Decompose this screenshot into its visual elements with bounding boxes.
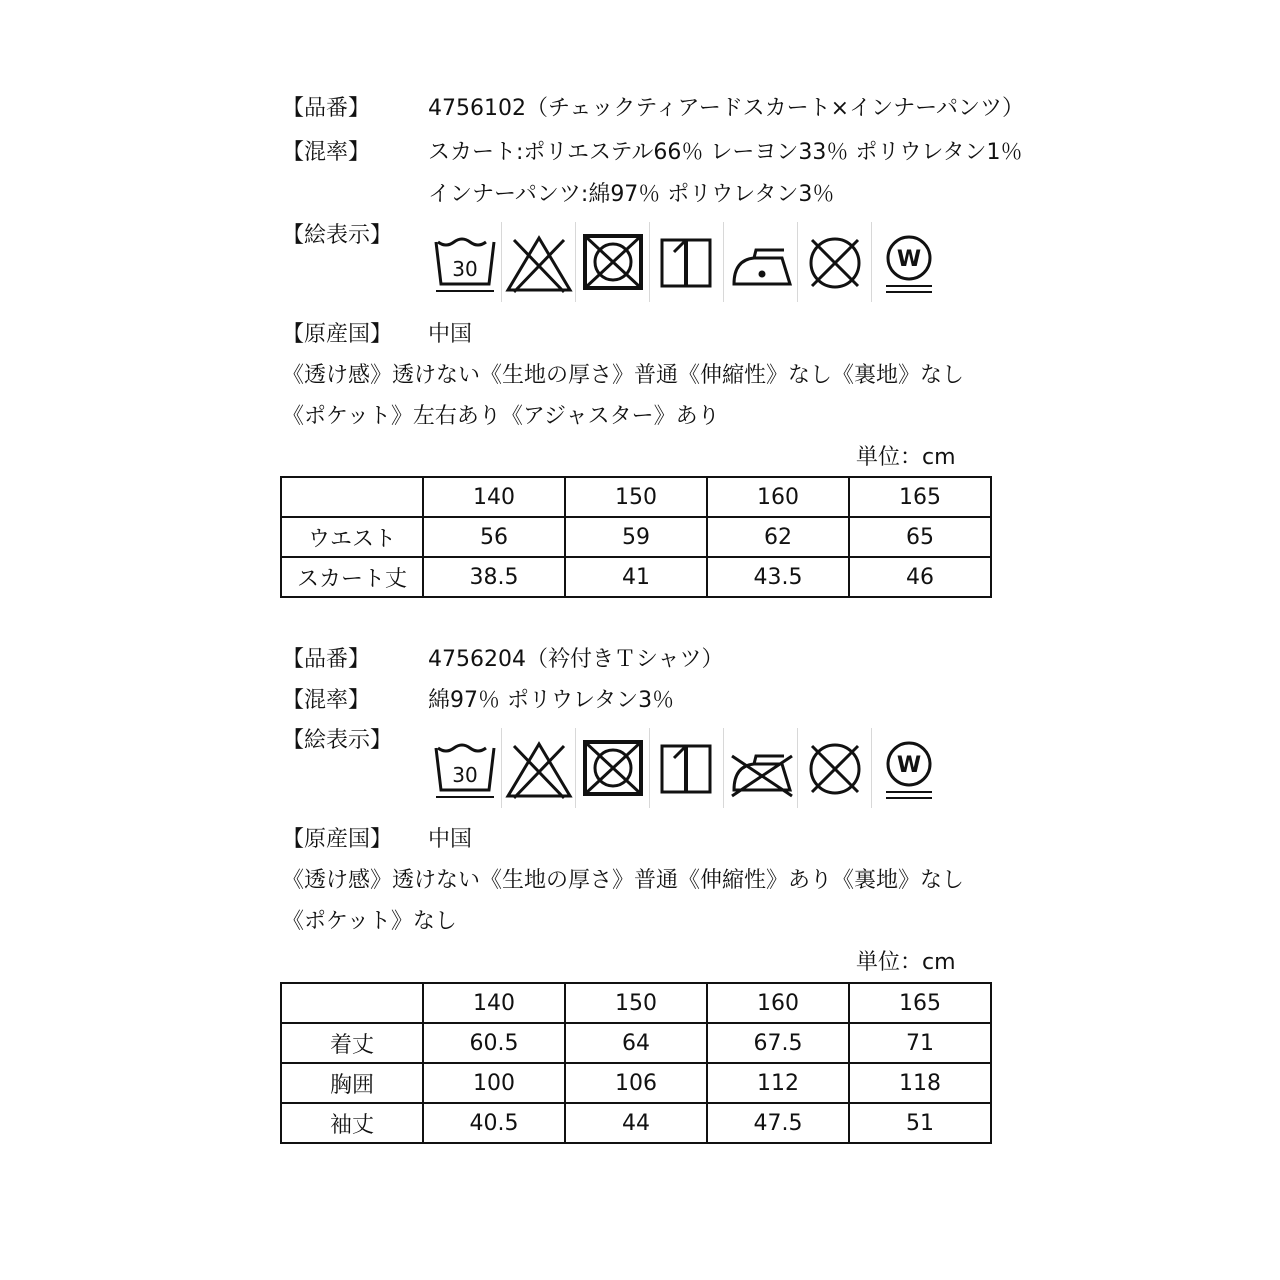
- wash-30-icon: [428, 228, 502, 298]
- table-cell: ウエスト: [281, 517, 423, 557]
- table-cell: 51: [849, 1103, 991, 1143]
- table-cell: 140: [423, 477, 565, 517]
- table-cell: 47.5: [707, 1103, 849, 1143]
- wet-clean-icon: [872, 734, 946, 804]
- table-cell: 118: [849, 1063, 991, 1103]
- blend-label: 【混率】: [282, 688, 371, 713]
- table-cell: 150: [565, 983, 707, 1023]
- origin: 中国: [428, 827, 473, 852]
- table-cell: 165: [849, 983, 991, 1023]
- table-cell: 106: [565, 1063, 707, 1103]
- table-header-row: [281, 983, 991, 1023]
- product-number: 4756102（チェックティアードスカート×インナーパンツ）: [428, 96, 1025, 121]
- no-tumble-dry-icon: [576, 734, 650, 804]
- table-cell: 胸囲: [281, 1063, 423, 1103]
- details-line: 《ポケット》左右あり《アジャスター》あり: [282, 404, 720, 429]
- table-cell: [281, 477, 423, 517]
- no-tumble-dry-icon: [576, 228, 650, 298]
- table-cell: スカート丈: [281, 557, 423, 597]
- size-table: [280, 982, 992, 1144]
- table-cell: 41: [565, 557, 707, 597]
- no-dry-clean-icon: [798, 734, 872, 804]
- wash-temp: 30: [452, 763, 478, 787]
- wet-letter: W: [896, 753, 922, 778]
- table-cell: 165: [849, 477, 991, 517]
- table-cell: 46: [849, 557, 991, 597]
- no-bleach-icon: [502, 228, 576, 298]
- table-cell: 64: [565, 1023, 707, 1063]
- table-row: [281, 1063, 991, 1103]
- blend-line: インナーパンツ:綿97％ ポリウレタン3％: [428, 182, 835, 207]
- table-row: [281, 1103, 991, 1143]
- unit-label: 単位：cm: [856, 950, 956, 975]
- table-cell: 56: [423, 517, 565, 557]
- wash-30-icon: [428, 734, 502, 804]
- table-header-row: [281, 477, 991, 517]
- table-cell: 着丈: [281, 1023, 423, 1063]
- care-label: 【絵表示】: [282, 223, 393, 248]
- table-cell: 150: [565, 477, 707, 517]
- wash-temp: 30: [452, 257, 478, 281]
- blend-line: スカート:ポリエステル66％ レーヨン33％ ポリウレタン1％: [428, 140, 1023, 165]
- product-number: 4756204（衿付きＴシャツ）: [428, 647, 724, 672]
- care-label: 【絵表示】: [282, 728, 393, 753]
- unit-label: 単位：cm: [856, 445, 956, 470]
- table-cell: 100: [423, 1063, 565, 1103]
- table-cell: 44: [565, 1103, 707, 1143]
- care-icons: [428, 228, 946, 298]
- no-iron-icon: [724, 734, 798, 804]
- table-cell: 160: [707, 983, 849, 1023]
- table-cell: 112: [707, 1063, 849, 1103]
- origin: 中国: [428, 322, 473, 347]
- no-bleach-icon: [502, 734, 576, 804]
- table-cell: 160: [707, 477, 849, 517]
- table-row: [281, 557, 991, 597]
- table-cell: 60.5: [423, 1023, 565, 1063]
- table-cell: 40.5: [423, 1103, 565, 1143]
- table-cell: 59: [565, 517, 707, 557]
- care-icons: [428, 734, 946, 804]
- blend-line: 綿97％ ポリウレタン3％: [428, 688, 675, 713]
- iron-low-icon: [724, 228, 798, 298]
- no-dry-clean-icon: [798, 228, 872, 298]
- origin-label: 【原産国】: [282, 322, 393, 347]
- product-number-label: 【品番】: [282, 96, 371, 121]
- line-dry-icon: [650, 734, 724, 804]
- table-cell: 62: [707, 517, 849, 557]
- size-table: [280, 476, 992, 598]
- details-line: 《ポケット》なし: [282, 909, 457, 934]
- details-line: 《透け感》透けない《生地の厚さ》普通《伸縮性》なし《裏地》なし: [282, 363, 965, 388]
- table-row: [281, 517, 991, 557]
- blend-label: 【混率】: [282, 140, 371, 165]
- table-cell: 袖丈: [281, 1103, 423, 1143]
- table-cell: 140: [423, 983, 565, 1023]
- line-dry-icon: [650, 228, 724, 298]
- table-row: [281, 1023, 991, 1063]
- table-cell: 65: [849, 517, 991, 557]
- wet-clean-icon: [872, 228, 946, 298]
- product-number-label: 【品番】: [282, 647, 371, 672]
- details-line: 《透け感》透けない《生地の厚さ》普通《伸縮性》あり《裏地》なし: [282, 868, 965, 893]
- origin-label: 【原産国】: [282, 827, 393, 852]
- table-cell: 71: [849, 1023, 991, 1063]
- table-cell: 67.5: [707, 1023, 849, 1063]
- table-cell: 38.5: [423, 557, 565, 597]
- table-cell: 43.5: [707, 557, 849, 597]
- wet-letter: W: [896, 247, 922, 272]
- table-cell: [281, 983, 423, 1023]
